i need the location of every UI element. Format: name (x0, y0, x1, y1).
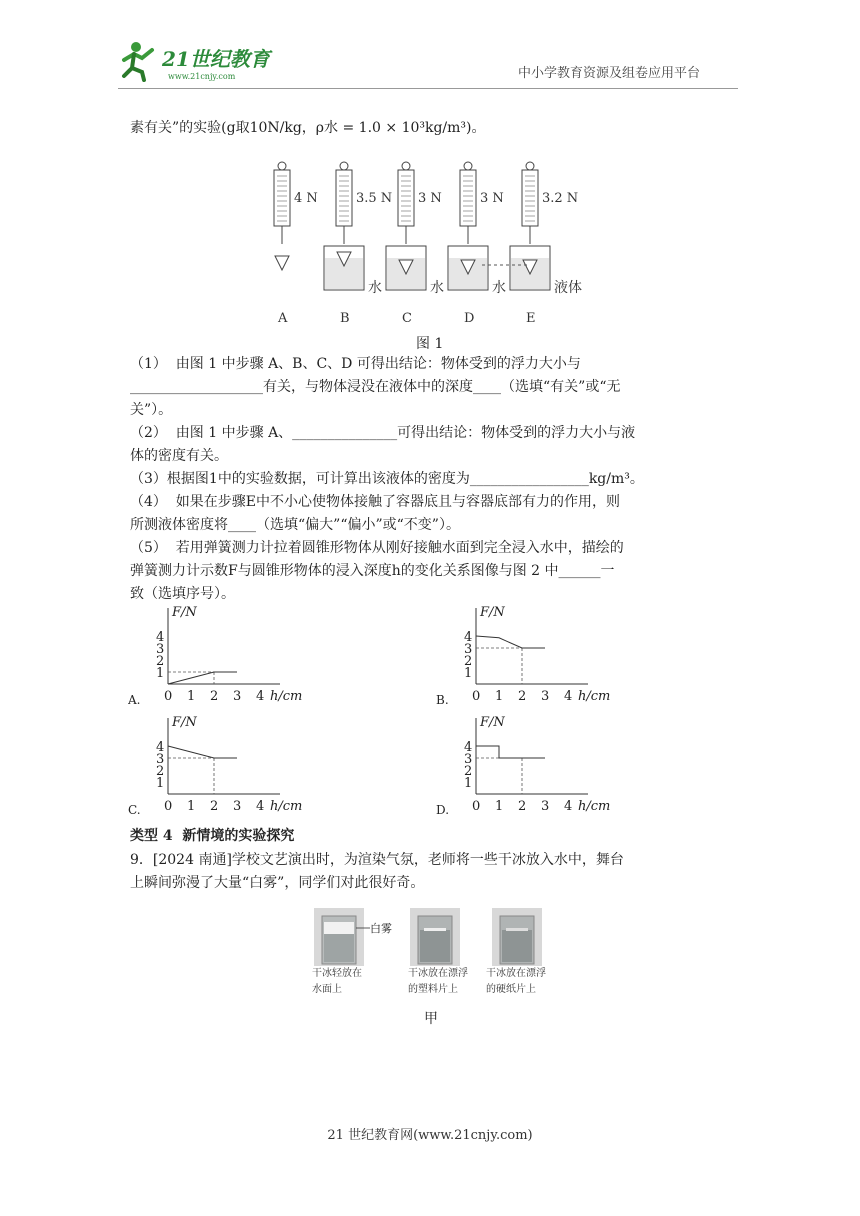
photo-1-caption-l1: 干冰轻放在 (312, 968, 362, 979)
spring-scale-d (448, 162, 506, 326)
scale-hook-top (464, 162, 472, 170)
q1-line1: （1） 由图 1 中步骤 A、B、C、D 可得出结论：物体受到的浮力大小与 (130, 356, 581, 372)
step-label: C (402, 311, 412, 326)
spring-scale-e (510, 162, 582, 326)
series-line (168, 672, 237, 684)
q1-line3: 关”）。 (130, 402, 173, 418)
photo-3 (492, 908, 542, 966)
scale-reading: 3 N (418, 191, 442, 206)
scale-reading: 3.5 N (356, 191, 393, 206)
q2-line1: （2） 由图 1 中步骤 A、_______________可得出结论：物体受到的浮力大小与液 (130, 425, 636, 441)
scale-hook-top (340, 162, 348, 170)
fog-label: 白雾 (370, 922, 392, 935)
series-line (476, 636, 545, 648)
x-axis-label: h/cm (578, 799, 611, 814)
liquid-label: 液体 (554, 280, 582, 296)
option-label: C. (128, 803, 141, 817)
y-tick-label: 3 (464, 752, 473, 767)
scale-body (398, 170, 414, 226)
y-axis-label: F/N (172, 605, 197, 620)
y-tick-label: 4 (156, 630, 165, 645)
scale-reading: 3 N (480, 191, 504, 206)
x-tick-label: 1 (187, 799, 196, 814)
y-tick-label: 3 (156, 642, 165, 657)
graph-d (436, 712, 636, 824)
series-line (476, 746, 545, 758)
x-tick-label: 2 (518, 689, 527, 704)
y-tick-label: 1 (464, 666, 473, 681)
q9-line1: 9．[2024 南通]学校文艺演出时，为渲染气氛，老师将一些干冰放入水中，舞台 (130, 852, 624, 868)
photo-2-caption (408, 966, 468, 998)
liquid-label: 水 (368, 280, 382, 296)
scale-body (336, 170, 352, 226)
figure-1-caption: 图 1 (416, 336, 444, 352)
footer: 21 世纪教育网(www.21cnjy.com) (327, 1128, 533, 1143)
x-tick-label: 4 (256, 689, 265, 704)
q2-line2: 体的密度有关。 (130, 448, 228, 464)
scale-body (522, 170, 538, 226)
scale-hook-top (402, 162, 410, 170)
photo-2 (410, 908, 460, 966)
y-tick-label: 2 (464, 654, 473, 669)
scale-body (274, 170, 290, 226)
step-label: E (526, 311, 536, 326)
photo-3-caption-l2: 的硬纸片上 (486, 984, 536, 995)
scale-hook-top (526, 162, 534, 170)
liquid-label: 水 (430, 280, 444, 296)
q4-line2: 所测液体密度将____（选填“偏大”“偏小”或“不变”）。 (130, 517, 460, 533)
x-tick-label: 2 (518, 799, 527, 814)
x-tick-label: 4 (564, 689, 573, 704)
y-axis-label: F/N (480, 605, 505, 620)
section-title: 类型 4 新情境的实验探究 (130, 828, 295, 844)
y-tick-label: 2 (464, 764, 473, 779)
photo-2-caption-l1: 干冰放在漂浮 (408, 968, 468, 979)
y-axis-label: F/N (172, 715, 197, 730)
platform-name: 中小学教育资源及组卷应用平台 (518, 66, 701, 81)
y-tick-label: 4 (156, 740, 165, 755)
y-axis-label: F/N (480, 715, 505, 730)
option-label: A. (128, 693, 141, 707)
x-tick-label: 3 (541, 689, 550, 704)
photo-1-caption-l2: 水面上 (312, 984, 342, 995)
q5-line1: （5） 若用弹簧测力计拉着圆锥形物体从刚好接触水面到完全浸入水中，描绘的 (130, 540, 624, 556)
q5-line2: 弹簧测力计示数F与圆锥形物体的浸入深度h的变化关系图像与图 2 中______一 (130, 563, 615, 579)
q4-line1: （4） 如果在步骤E中不小心使物体接触了容器底且与容器底部有力的作用，则 (130, 494, 621, 510)
q3-line1: （3）根据图1中的实验数据，可计算出该液体的密度为_________________kg/m³。 (130, 471, 644, 487)
x-axis-label: h/cm (578, 689, 611, 704)
q9-line2: 上瞬间弥漫了大量“白雾”，同学们对此很好奇。 (130, 875, 425, 891)
x-axis-label: h/cm (270, 689, 303, 704)
x-tick-label: 0 (164, 689, 173, 704)
x-tick-label: 0 (164, 799, 173, 814)
y-tick-label: 1 (156, 666, 165, 681)
site-logo (118, 38, 288, 84)
x-tick-label: 0 (472, 689, 481, 704)
runner-icon (124, 42, 152, 80)
x-tick-label: 1 (187, 689, 196, 704)
y-tick-label: 2 (156, 654, 165, 669)
y-tick-label: 1 (156, 776, 165, 791)
figure-1 (268, 160, 598, 334)
photo-1-caption (312, 966, 362, 998)
photo-1 (314, 908, 364, 966)
photo-3-caption-l1: 干冰放在漂浮 (486, 968, 546, 979)
x-tick-label: 4 (564, 799, 573, 814)
step-label: A (278, 311, 288, 326)
photo-2-caption-l2: 的塑料片上 (408, 984, 458, 995)
x-tick-label: 3 (233, 689, 242, 704)
y-tick-label: 3 (156, 752, 165, 767)
scale-reading: 4 N (294, 191, 318, 206)
figure-jia-caption: 甲 (424, 1011, 438, 1027)
liquid-label: 水 (492, 280, 506, 296)
spring-scale-c (386, 162, 444, 326)
option-label: B. (436, 693, 449, 707)
x-tick-label: 2 (210, 689, 219, 704)
graph-c (128, 712, 328, 824)
x-tick-label: 4 (256, 799, 265, 814)
x-tick-label: 3 (233, 799, 242, 814)
figure-jia (312, 906, 552, 1006)
series-line (168, 746, 237, 758)
scale-hook-top (278, 162, 286, 170)
logo-text: 21世纪教育 (162, 47, 270, 71)
logo-url: www.21cnjy.com (168, 72, 236, 81)
y-tick-label: 1 (464, 776, 473, 791)
q5-line3: 致（选填序号）。 (130, 586, 235, 602)
scale-reading: 3.2 N (542, 191, 579, 206)
scale-body (460, 170, 476, 226)
graph-b (436, 602, 636, 714)
x-tick-label: 1 (495, 689, 504, 704)
graph-a (128, 602, 328, 714)
x-tick-label: 3 (541, 799, 550, 814)
y-tick-label: 4 (464, 740, 473, 755)
step-label: B (340, 311, 350, 326)
y-tick-label: 4 (464, 630, 473, 645)
y-tick-label: 3 (464, 642, 473, 657)
step-label: D (464, 311, 475, 326)
cone-object (275, 256, 289, 270)
intro-line: 素有关”的实验(g取10N/kg，ρ水 = 1.0 × 10³kg/m³)。 (130, 120, 486, 136)
x-axis-label: h/cm (270, 799, 303, 814)
y-tick-label: 2 (156, 764, 165, 779)
header-divider (118, 88, 738, 89)
x-tick-label: 1 (495, 799, 504, 814)
spring-scale-b (324, 162, 392, 326)
photo-3-caption (486, 966, 546, 998)
q1-line2: ___________________有关，与物体浸没在液体中的深度____（选填“有关”或“无 (130, 379, 621, 395)
x-tick-label: 0 (472, 799, 481, 814)
spring-scale-a (274, 162, 318, 326)
x-tick-label: 2 (210, 799, 219, 814)
option-label: D. (436, 803, 450, 817)
